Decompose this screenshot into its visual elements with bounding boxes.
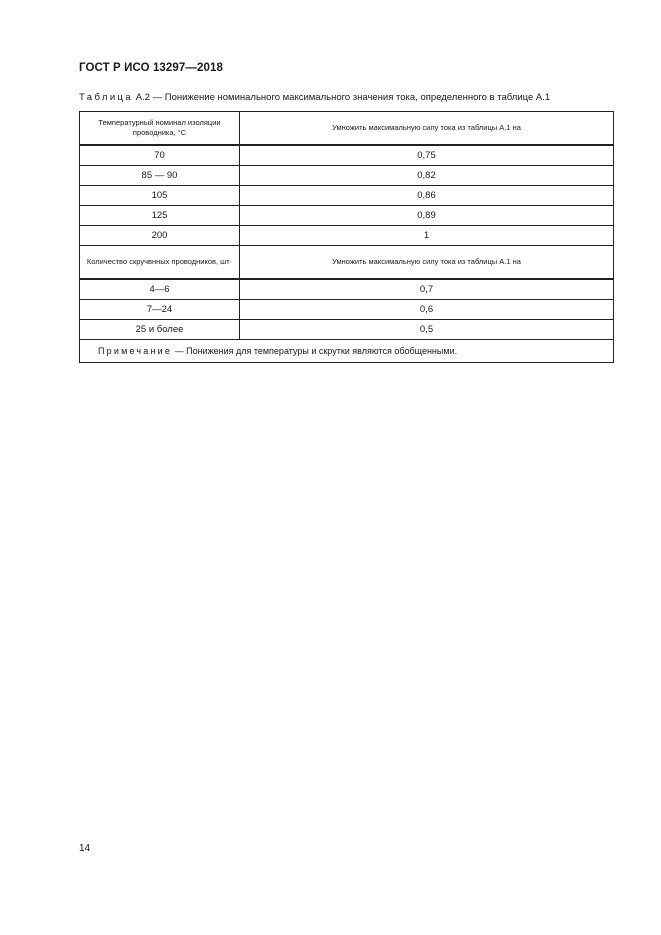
factor-cell: 0,89	[240, 206, 614, 226]
table-row	[80, 206, 614, 226]
table-row	[80, 145, 614, 166]
factor-cell: 0,86	[240, 186, 614, 206]
table-caption	[79, 92, 550, 103]
temperature-cell: 125	[80, 206, 240, 226]
table-row	[80, 186, 614, 206]
page-number: 14	[79, 843, 91, 854]
factor-cell: 0,75	[240, 145, 614, 166]
table-row	[80, 226, 614, 246]
header-cell-strand-count: Количество скручвнных проводников, шт·	[80, 246, 240, 280]
table-row	[80, 166, 614, 186]
table-caption-number: А.2	[135, 92, 150, 103]
factor-cell: 0,6	[240, 300, 614, 320]
temperature-cell: 105	[80, 186, 240, 206]
header-cell-multiplier: Умножить максимальную силу тока из таблицы А.1 на	[240, 246, 614, 280]
table-header-row-strands	[80, 246, 614, 280]
document-standard-header: ГОСТ Р ИСО 13297—2018	[79, 62, 224, 74]
temperature-cell: 70	[80, 145, 240, 166]
table-caption-label: Таблица	[79, 92, 134, 103]
temperature-cell: 85 — 90	[80, 166, 240, 186]
strand-count-cell: 25 и более	[80, 320, 240, 340]
factor-cell: 0,82	[240, 166, 614, 186]
table-row	[80, 300, 614, 320]
table-caption-text: — Понижение номинального максимального значения тока, определенного в таблице А.1	[149, 92, 551, 103]
note-text: — Понижения для температуры и скрутки являются обобщенными.	[172, 346, 458, 356]
table-row	[80, 320, 614, 340]
table-header-row-temperature	[80, 112, 614, 146]
table-note	[80, 340, 614, 363]
strand-count-cell: 4—6	[80, 279, 240, 300]
derating-table	[79, 111, 614, 363]
factor-cell: 1	[240, 226, 614, 246]
temperature-cell: 200	[80, 226, 240, 246]
factor-cell: 0,5	[240, 320, 614, 340]
header-cell-multiplier: Умножить максимальную силу тока из таблицы А.1 на	[240, 112, 614, 146]
header-cell-temperature: Температурный номинал изоляции проводника, °С	[80, 112, 240, 146]
note-label: Примечание	[98, 346, 173, 356]
table-note-row	[80, 340, 614, 363]
table-row	[80, 279, 614, 300]
strand-count-cell: 7—24	[80, 300, 240, 320]
factor-cell: 0,7	[240, 279, 614, 300]
